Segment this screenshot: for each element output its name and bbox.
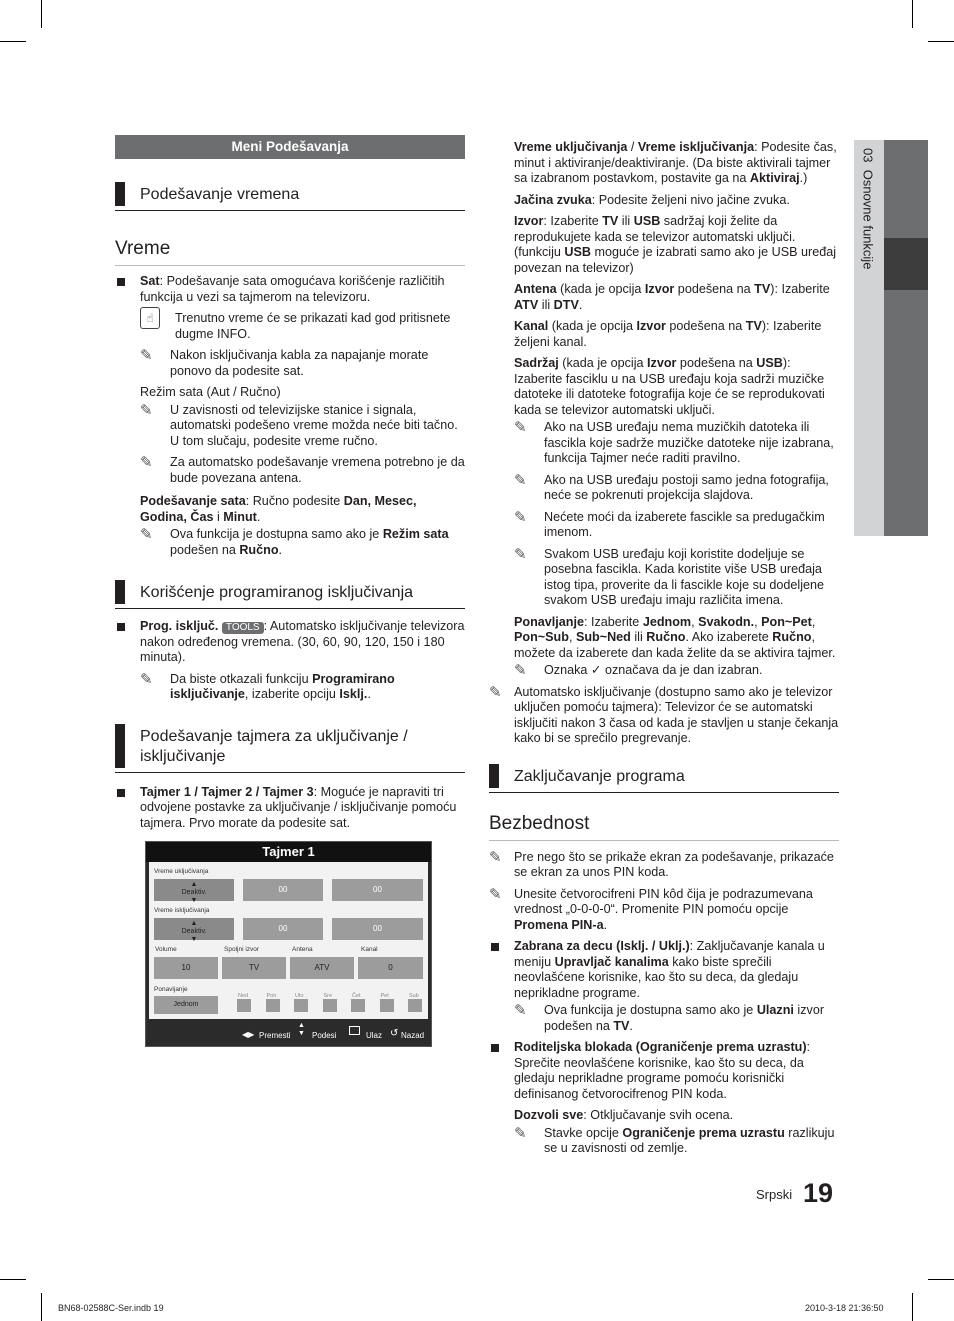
channel-field[interactable]: 0 xyxy=(358,957,423,979)
timer-footer xyxy=(146,1018,431,1046)
crop-mark xyxy=(0,1279,26,1280)
subheading-time-setup: Podešavanje vremena xyxy=(115,179,465,211)
left-column xyxy=(115,135,465,837)
volume-field[interactable]: 10 xyxy=(154,957,218,979)
crop-mark xyxy=(912,0,913,28)
crop-mark xyxy=(912,1293,913,1321)
pencil-note-icon: ✎ xyxy=(140,526,153,543)
pencil-note-icon: ✎ xyxy=(514,508,527,526)
section-title-vreme: Vreme xyxy=(115,238,465,266)
note-clock-set: ✎ Ova funkcija je dostupna samo ako je Režim sata podešen na Ručno. xyxy=(140,526,449,557)
volume-label: Volume xyxy=(155,946,177,953)
pencil-note-icon: ✎ xyxy=(514,1002,527,1019)
subheading-on-off-timer: Podešavanje tajmera za uključivanje / isključivanje xyxy=(115,721,465,773)
arrows-lr-icon: ◀▶ xyxy=(242,1030,255,1039)
print-date-info: 2010-3-18 21:36:50 xyxy=(805,1303,884,1313)
pencil-note-icon: ✎ xyxy=(514,662,527,679)
language-label: Srpski xyxy=(756,1187,793,1202)
subheading-sleep-timer: Korišćenje programiranog isključivanja xyxy=(115,577,465,609)
crop-mark xyxy=(41,1293,42,1321)
para-repeat: Ponavljanje: Izaberite Jednom, Svakodn., Pon~Pet, Pon~Sub, Sub~Ned ili Ručno. Ako izaberete Ručno, možete da izaberete dan kada želite da se aktivira tajmer. xyxy=(514,614,836,660)
source-label: Spoljni izvor xyxy=(224,946,260,953)
pencil-note-icon: ✎ xyxy=(514,1124,527,1142)
note-power: ✎ Nakon isključivanja kabla za napajanje morate ponovo da podesite sat. xyxy=(140,347,429,378)
day-label: Uto xyxy=(295,993,304,999)
timer-panel xyxy=(149,862,428,1019)
on-time-minute[interactable]: 00 xyxy=(332,879,423,901)
back-hint: Nazad xyxy=(401,1031,425,1040)
pencil-note-icon: ✎ xyxy=(489,885,502,903)
menu-bar: Meni Podešavanja xyxy=(115,135,465,159)
note-usb-folders: ✎ Svakom USB uređaju koji koristite dodeljuje se posebna fascikla. Kada koristite više USB uređaja istog tipa, proverite da li fascikle koje su dodeljene svakom USB uređaju imaju različita imena. xyxy=(514,545,825,607)
day-checkbox[interactable] xyxy=(294,999,308,1012)
pencil-note-icon: ✎ xyxy=(514,419,527,436)
section-title-bezbednost: Bezbednost xyxy=(489,813,839,841)
crop-mark xyxy=(41,0,42,28)
day-checkbox[interactable] xyxy=(351,999,365,1012)
day-label: Pon xyxy=(266,993,277,999)
chapter-side-tab xyxy=(854,140,928,536)
info-note: ☝ Trenutno vreme će se prikazati kad god pritisnete dugme INFO. xyxy=(115,311,465,342)
crop-mark xyxy=(928,41,954,42)
para-volume: Jačina zvuka: Podesite željeni nivo jačine zvuka. xyxy=(514,192,790,207)
antenna-label: Antena xyxy=(292,946,313,953)
source-field[interactable]: TV xyxy=(222,957,286,979)
pencil-note-icon: ✎ xyxy=(140,670,153,688)
crop-mark xyxy=(928,1279,954,1280)
note-pin-screen: ✎ Pre nego što se prikaže ekran za podešavanje, prikazaće se ekran za unos PIN koda. xyxy=(489,848,834,879)
day-checkbox[interactable] xyxy=(408,999,422,1012)
note-auto-off: ✎ Automatsko isključivanje (dostupno samo ako je televizor uključen pomoću tajmera): Televizor će se automatski isključiti nakon 3 časa od kada je stavljen u stanje čekanja kako bi se sprečilo pregrevanje. xyxy=(489,683,839,745)
crop-mark xyxy=(0,41,26,42)
clock-mode-label: Režim sata (Aut / Ručno) xyxy=(140,385,281,399)
off-time-activation[interactable]: ▲ Deaktiv. ▼ xyxy=(154,918,234,940)
repeat-field[interactable]: Jednom xyxy=(154,996,218,1014)
day-label: Ned xyxy=(238,993,249,999)
move-hint: Premesti xyxy=(259,1031,291,1040)
page-number: 19 xyxy=(803,1178,834,1208)
on-time-label: Vreme uključivanja xyxy=(154,868,209,875)
pencil-note-icon: ✎ xyxy=(140,401,153,419)
return-icon: ↺ xyxy=(390,1028,399,1039)
day-label: Čet xyxy=(352,993,361,999)
right-column xyxy=(489,140,839,1163)
para-channel: Kanal (kada je opcija Izvor podešena na TV): Izaberite željeni kanal. xyxy=(514,319,822,349)
note-clock-mode-1: ✎ U zavisnosti od televizijske stanice i signala, automatski podešeno vreme možda neće biti tačno. U tom slučaju, podesite vreme ručno. xyxy=(140,401,458,448)
tools-badge: TOOLS xyxy=(222,622,264,634)
timer-title: Tajmer 1 xyxy=(146,842,431,862)
day-label: Sub xyxy=(409,993,419,999)
note-clock-mode-2: ✎ Za automatsko podešavanje vremena potrebno je da bude povezana antena. xyxy=(140,454,465,485)
pencil-note-icon: ✎ xyxy=(489,683,502,701)
pencil-note-icon: ✎ xyxy=(514,471,527,489)
pencil-note-icon: ✎ xyxy=(140,454,153,471)
hand-icon: ☝ xyxy=(140,307,160,329)
note-checkmark: ✎ Oznaka ✓ označava da je dan izabran. xyxy=(514,662,763,679)
pencil-note-icon: ✎ xyxy=(514,545,527,563)
para-allow-all: Dozvoli sve: Otključavanje svih ocena. xyxy=(514,1108,734,1122)
on-time-hour[interactable]: 00 xyxy=(243,879,323,901)
day-checkbox[interactable] xyxy=(323,999,337,1012)
day-checkbox[interactable] xyxy=(266,999,280,1012)
note-long-name: ✎ Nećete moći da izaberete fascikle sa predugačkim imenom. xyxy=(514,508,825,539)
subheading-program-lock: Zaključavanje programa xyxy=(489,761,839,793)
day-label: Sre xyxy=(323,993,333,999)
checkmark-icon: ✓ xyxy=(590,663,602,677)
off-time-minute[interactable]: 00 xyxy=(332,918,423,940)
off-time-hour[interactable]: 00 xyxy=(243,918,323,940)
note-rating-items: ✎ Stavke opcije Ograničenje prema uzrastu razlikuju se u zavisnosti od zemlje. xyxy=(514,1124,835,1155)
repeat-label: Ponavljanje xyxy=(154,986,188,993)
print-file-info: BN68-02588C-Ser.indb 19 xyxy=(58,1303,164,1313)
adjust-hint: Podesi xyxy=(312,1031,337,1040)
para-content: Sadržaj (kada je opcija Izvor podešena na USB): Izaberite fasciklu u na USB uređaju koja sadrži muzičke datoteke ili datoteke fotografija koje će se reprodukovati kada se televizor automatski uključi. xyxy=(514,356,825,417)
bullet-timer: Tajmer 1 / Tajmer 2 / Tajmer 3: Moguće je napraviti tri odvojene postavke za uključivanje / isključivanje pomoću tajmera. Prvo morate da podesite sat. xyxy=(115,785,465,832)
antenna-field[interactable]: ATV xyxy=(290,957,354,979)
day-label: Pet xyxy=(380,993,389,999)
note-default-pin: ✎ Unesite četvorocifreni PIN kôd čija je podrazumevana vrednost „0-0-0-0“. Promenite PIN pomoću opcije Promena PIN-a. xyxy=(489,885,813,932)
note-input-source: ✎ Ova funkcija je dostupna samo ako je Ulazni izvor podešen na TV. xyxy=(514,1002,825,1033)
arrows-ud-icon: ▲ ▼ xyxy=(298,1022,305,1037)
day-checkbox[interactable] xyxy=(237,999,251,1012)
enter-hint: Ulaz xyxy=(366,1031,383,1040)
pencil-note-icon: ✎ xyxy=(489,848,502,866)
chapter-number: 03 xyxy=(860,148,876,163)
note-usb-music: ✎ Ako na USB uređaju nema muzičkih datoteka ili fascikla koje sadrže muzičke datoteke nije izabrana, funkcija Tajmer neće raditi pravilno. xyxy=(514,419,834,465)
clock-set-text: Podešavanje sata: Ručno podesite Dan, Mesec, Godina, Čas i Minut. xyxy=(140,494,417,524)
channel-label: Kanal xyxy=(361,946,378,953)
chapter-title: Osnovne funkcije xyxy=(860,169,876,270)
bullet-sat: Sat: Podešavanje sata omogućava korišćenje različitih funkcija u vezi sa tajmerom na televizoru. xyxy=(115,274,465,305)
enter-icon xyxy=(349,1026,360,1035)
bullet-parental-lock: Roditeljska blokada (Ograničenje prema uzrastu): Sprečite neovlašćene korisnike, kao što su deca, da gledaju neprikladne programe pomoću korisnički definisanog četvorocifrenog PIN koda. xyxy=(489,1040,839,1102)
off-time-label: Vreme isključivanja xyxy=(154,907,210,914)
note-usb-photo: ✎ Ako na USB uređaju postoji samo jedna fotografija, neće se pokrenuti projekcija slajdova. xyxy=(514,471,829,502)
day-checkbox[interactable] xyxy=(380,999,394,1012)
para-antenna: Antena (kada je opcija Izvor podešena na TV): Izaberite ATV ili DTV. xyxy=(514,282,830,312)
bullet-sleep-timer: Prog. isključ. TOOLS : Automatsko isključivanje televizora nakon određenog vremena. (30, 60, 90, 120, 150 i 180 minuta). xyxy=(115,619,465,666)
on-time-activation[interactable]: ▲ Deaktiv. ▼ xyxy=(154,879,234,901)
note-sleep-timer: ✎ Da biste otkazali funkciju Programirano isključivanje, izaberite opciju Isklj.. xyxy=(140,670,395,701)
bullet-child-lock: Zabrana za decu (Isklj. / Uklj.): Zaključavanje kanala u meniju Upravljač kanalima kako biste sprečili neovlašćene korisnike, kao što su deca, da gledaju neprikladne programe. xyxy=(489,939,839,1001)
timer-screen xyxy=(145,841,432,1047)
para-on-off-time: Vreme uključivanja / Vreme isključivanja: Podesite čas, minut i aktiviranje/deaktiviranje. (Da biste aktivirali tajmer sa izabranom postavkom, postavite ga na Aktiviraj.) xyxy=(514,140,837,185)
para-source: Izvor: Izaberite TV ili USB sadržaj koji želite da reprodukujete kada se televizor automatski uključi. (funkciju USB moguće je izabrati samo ako je USB uređaj povezan na televizor) xyxy=(514,214,837,275)
pencil-note-icon: ✎ xyxy=(140,347,153,364)
